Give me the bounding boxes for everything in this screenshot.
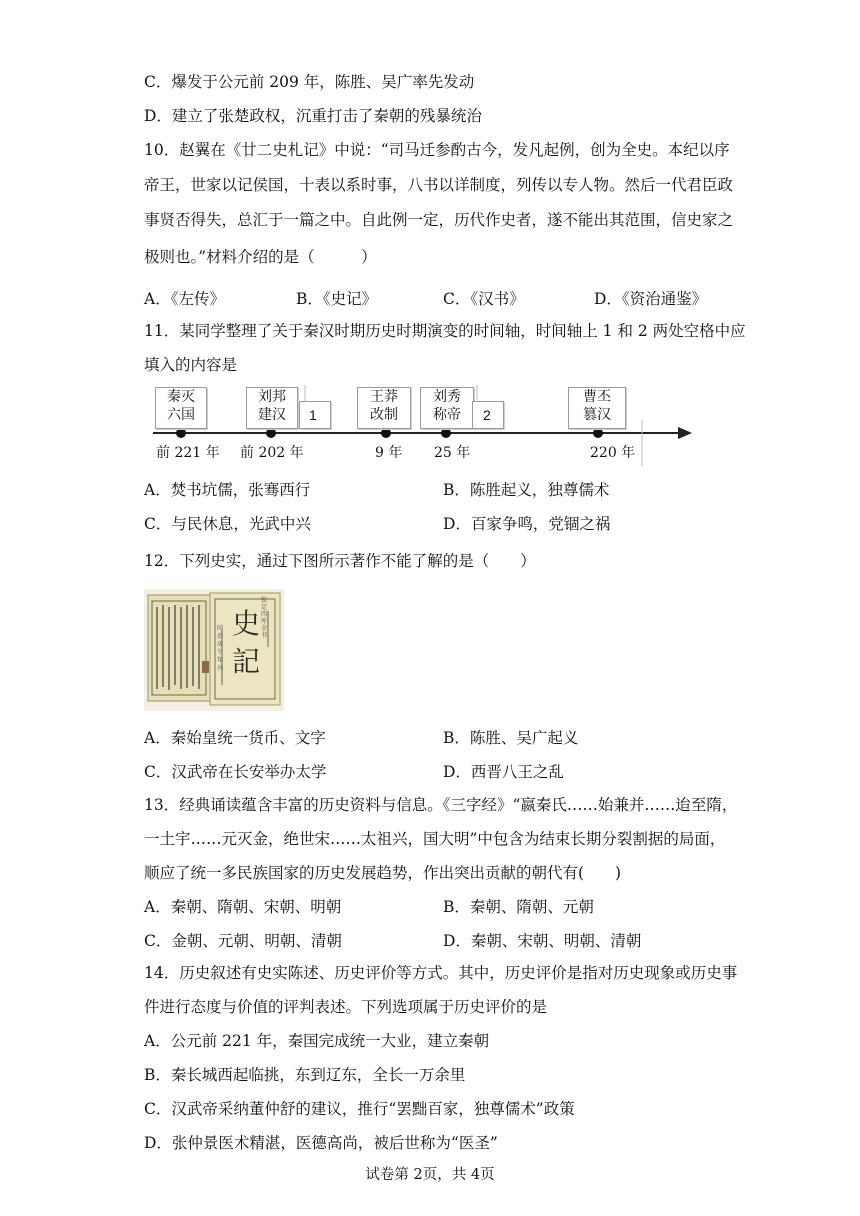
q10-option-b: B．《史记》	[296, 290, 378, 308]
q9-option-c: C．爆发于公元前 209 年，陈胜、吴广率先发动	[144, 73, 475, 91]
q11-option-c: C．与民休息，光武中兴	[144, 515, 311, 533]
q9-option-d: D．建立了张楚政权，沉重打击了秦朝的残暴统治	[144, 107, 482, 125]
timeline-dot-1	[176, 428, 186, 438]
q11-stem-line2: 填入的内容是	[144, 356, 238, 374]
q10-option-d: D．《资治通鉴》	[594, 290, 708, 308]
q13-option-b: B．秦朝、隋朝、元朝	[443, 898, 594, 916]
timeline-dot-4	[441, 428, 451, 438]
q13-option-c: C．金朝、元朝、明朝、清朝	[144, 932, 342, 950]
q10-stem-line1: 10．赵翼在《廿二史札记》中说：“司马迁参酌古今，发凡起例，创为全史。本纪以序	[144, 141, 730, 159]
timeline-blank-2: 2	[472, 401, 504, 429]
q14-stem-line2: 件进行态度与价值的评判表述。下列选项属于历史评价的是	[144, 998, 548, 1016]
book-title-char-2: 記	[232, 645, 261, 678]
q13-option-a: A．秦朝、隋朝、宋朝、明朝	[144, 898, 342, 916]
timeline-dot-2	[266, 428, 276, 438]
q14-option-b: B．秦长城西起临挑，东到辽东，全长一万余里	[144, 1066, 466, 1084]
book-side-text: 钦定四库全书	[261, 597, 268, 639]
q11-option-d: D．百家争鸣，党锢之祸	[443, 515, 611, 533]
q12-option-d: D．西晋八王之乱	[443, 763, 564, 781]
q11-stem-line1: 11．某同学整理了关于秦汉时期历史时期演变的时间轴，时间轴上 1 和 2 两处空格中应	[144, 322, 746, 340]
q10-option-a: A．《左传》	[144, 290, 225, 308]
q12-option-c: C．汉武帝在长安举办太学	[144, 763, 327, 781]
timeline-event-5: 曹丕 篡汉	[568, 387, 626, 429]
timeline-date-2: 前 202 年	[240, 445, 304, 461]
q12-stem: 12．下列史实，通过下图所示著作不能了解的是（ ）	[144, 552, 536, 570]
timeline-event-2: 刘邦 建汉	[246, 387, 298, 429]
timeline-event-1: 秦灭 六国	[155, 387, 207, 429]
q10-stem-line3: 事贤否得失，总汇于一篇之中。自此例一定，历代作史者，遂不能出其范围，信史家之	[144, 211, 734, 229]
q13-stem-line3: 顺应了统一多民族国家的历史发展趋势，作出突出贡献的朝代有( )	[144, 864, 622, 882]
q12-option-a: A．秦始皇统一货币、文字	[144, 729, 326, 747]
q12-option-b: B．陈胜、吴广起义	[443, 729, 579, 747]
q13-option-d: D．秦朝、宋朝、明朝、清朝	[443, 932, 642, 950]
q13-stem-line1: 13．经典诵读蕴含丰富的历史资料与信息。《三字经》“嬴秦氏……始兼并……迨至隋，	[144, 796, 738, 814]
book-side-text-2: 同治庚午年刊	[217, 625, 224, 672]
q14-option-a: A．公元前 221 年，秦国完成统一大业，建立秦朝	[144, 1032, 490, 1050]
q14-option-d: D．张仲景医术精湛，医德高尚，被后世称为“医圣”	[144, 1134, 498, 1152]
q11-option-a: A．焚书坑儒，张骞西行	[144, 481, 311, 499]
timeline-date-1: 前 221 年	[156, 445, 220, 461]
q10-option-c: C．《汉书》	[443, 290, 525, 308]
q14-option-c: C．汉武帝采纳董仲舒的建议，推行“罢黜百家，独尊儒术”政策	[144, 1100, 575, 1118]
timeline-blank-1: 1	[299, 401, 331, 429]
q13-stem-line2: 一土宇……元灭金，绝世宋……太祖兴，国大明”中包含为结束长期分裂割据的局面，	[144, 830, 726, 848]
q10-stem-line2: 帝王，世家以记侯国，十表以系时事，八书以详制度，列传以专人物。然后一代君臣政	[144, 176, 734, 194]
timeline-event-3: 王莽 改制	[357, 387, 411, 429]
shiji-book-image	[144, 589, 284, 711]
timeline-dot-5	[593, 428, 603, 438]
q10-stem-line4: 极则也。”材料介绍的是（ ）	[144, 248, 377, 266]
timeline-axis	[0, 0, 860, 470]
q11-option-b: B．陈胜起义，独尊儒术	[443, 481, 610, 499]
timeline-date-5: 220 年	[590, 445, 636, 461]
timeline-figure	[0, 0, 860, 470]
timeline-dot-3	[381, 428, 391, 438]
page-footer: 试卷第 2页，共 4页	[365, 1167, 495, 1183]
timeline-date-3: 9 年	[375, 445, 403, 461]
q14-stem-line1: 14．历史叙述有史实陈述、历史评价等方式。其中，历史评价是指对历史现象或历史事	[144, 964, 738, 982]
book-title-char-1: 史	[232, 607, 261, 640]
timeline-date-4: 25 年	[434, 445, 471, 461]
timeline-event-4: 刘秀 称帝	[420, 387, 474, 429]
